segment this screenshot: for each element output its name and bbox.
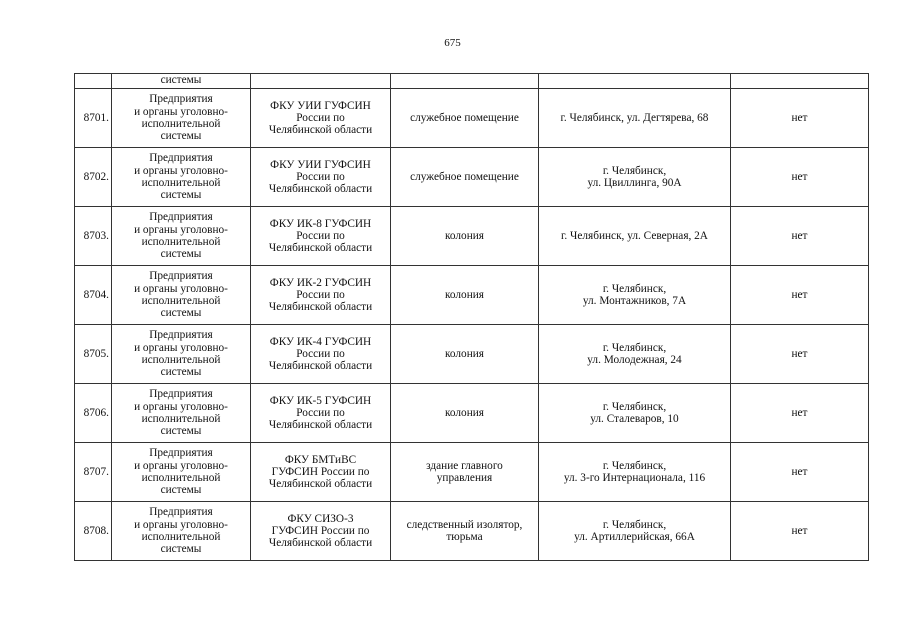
cell-category: Предприятия и органы уголовно- исполнительной системы — [112, 384, 251, 443]
cell-category: Предприятия и органы уголовно- исполнительной системы — [112, 89, 251, 148]
cell-object: колония — [391, 384, 539, 443]
table-row — [75, 443, 869, 502]
cell-category: Предприятия и органы уголовно- исполнительной системы — [112, 148, 251, 207]
cell-address: г. Челябинск, ул. Сталеваров, 10 — [539, 384, 731, 443]
cell-number: 8701. — [75, 89, 112, 148]
cell-category: Предприятия и органы уголовно- исполнительной системы — [112, 502, 251, 561]
page-number: 675 — [444, 37, 461, 49]
cell-number: 8705. — [75, 325, 112, 384]
cell-status: нет — [731, 443, 869, 502]
cell-organization: ФКУ ИК-2 ГУФСИН России по Челябинской области — [251, 266, 391, 325]
cell-object: служебное помещение — [391, 89, 539, 148]
table-row — [75, 89, 869, 148]
cell-address: г. Челябинск, ул. Артиллерийская, 66А — [539, 502, 731, 561]
cell-number: 8704. — [75, 266, 112, 325]
cell-status: нет — [731, 384, 869, 443]
cell-address: г. Челябинск, ул. Северная, 2А — [539, 207, 731, 266]
cell-object — [391, 74, 539, 89]
cell-object: следственный изолятор, тюрьма — [391, 502, 539, 561]
cell-status: нет — [731, 207, 869, 266]
cell-number: 8702. — [75, 148, 112, 207]
table-row — [75, 148, 869, 207]
cell-status: нет — [731, 148, 869, 207]
cell-object: служебное помещение — [391, 148, 539, 207]
table-row — [75, 266, 869, 325]
cell-address: г. Челябинск, ул. Молодежная, 24 — [539, 325, 731, 384]
cell-object: колония — [391, 325, 539, 384]
cell-number: 8706. — [75, 384, 112, 443]
table-row — [75, 502, 869, 561]
cell-object: здание главного управления — [391, 443, 539, 502]
cell-organization: ФКУ ИК-5 ГУФСИН России по Челябинской области — [251, 384, 391, 443]
cell-organization: ФКУ УИИ ГУФСИН России по Челябинской области — [251, 148, 391, 207]
cell-status: нет — [731, 266, 869, 325]
cell-address: г. Челябинск, ул. Дегтярева, 68 — [539, 89, 731, 148]
cell-number: 8708. — [75, 502, 112, 561]
cell-address: г. Челябинск, ул. Цвиллинга, 90А — [539, 148, 731, 207]
cell-category: Предприятия и органы уголовно- исполнительной системы — [112, 325, 251, 384]
table-row — [75, 384, 869, 443]
cell-organization: ФКУ УИИ ГУФСИН России по Челябинской области — [251, 89, 391, 148]
cell-address: г. Челябинск, ул. Монтажников, 7А — [539, 266, 731, 325]
table-row-continuation — [75, 74, 869, 89]
cell-category: Предприятия и органы уголовно- исполнительной системы — [112, 443, 251, 502]
cell-address — [539, 74, 731, 89]
cell-category: системы — [112, 74, 251, 89]
cell-category: Предприятия и органы уголовно- исполнительной системы — [112, 266, 251, 325]
table-row — [75, 325, 869, 384]
cell-object: колония — [391, 266, 539, 325]
cell-number: 8707. — [75, 443, 112, 502]
cell-organization: ФКУ ИК-8 ГУФСИН России по Челябинской области — [251, 207, 391, 266]
cell-number: 8703. — [75, 207, 112, 266]
registry-table — [74, 73, 869, 561]
cell-organization: ФКУ СИЗО-3 ГУФСИН России по Челябинской области — [251, 502, 391, 561]
cell-object: колония — [391, 207, 539, 266]
cell-organization: ФКУ ИК-4 ГУФСИН России по Челябинской области — [251, 325, 391, 384]
cell-status: нет — [731, 89, 869, 148]
cell-organization: ФКУ БМТиВС ГУФСИН России по Челябинской области — [251, 443, 391, 502]
cell-address: г. Челябинск, ул. 3-го Интернационала, 116 — [539, 443, 731, 502]
cell-status: нет — [731, 325, 869, 384]
cell-organization — [251, 74, 391, 89]
cell-number — [75, 74, 112, 89]
table-row — [75, 207, 869, 266]
cell-category: Предприятия и органы уголовно- исполнительной системы — [112, 207, 251, 266]
cell-status: нет — [731, 502, 869, 561]
cell-status — [731, 74, 869, 89]
